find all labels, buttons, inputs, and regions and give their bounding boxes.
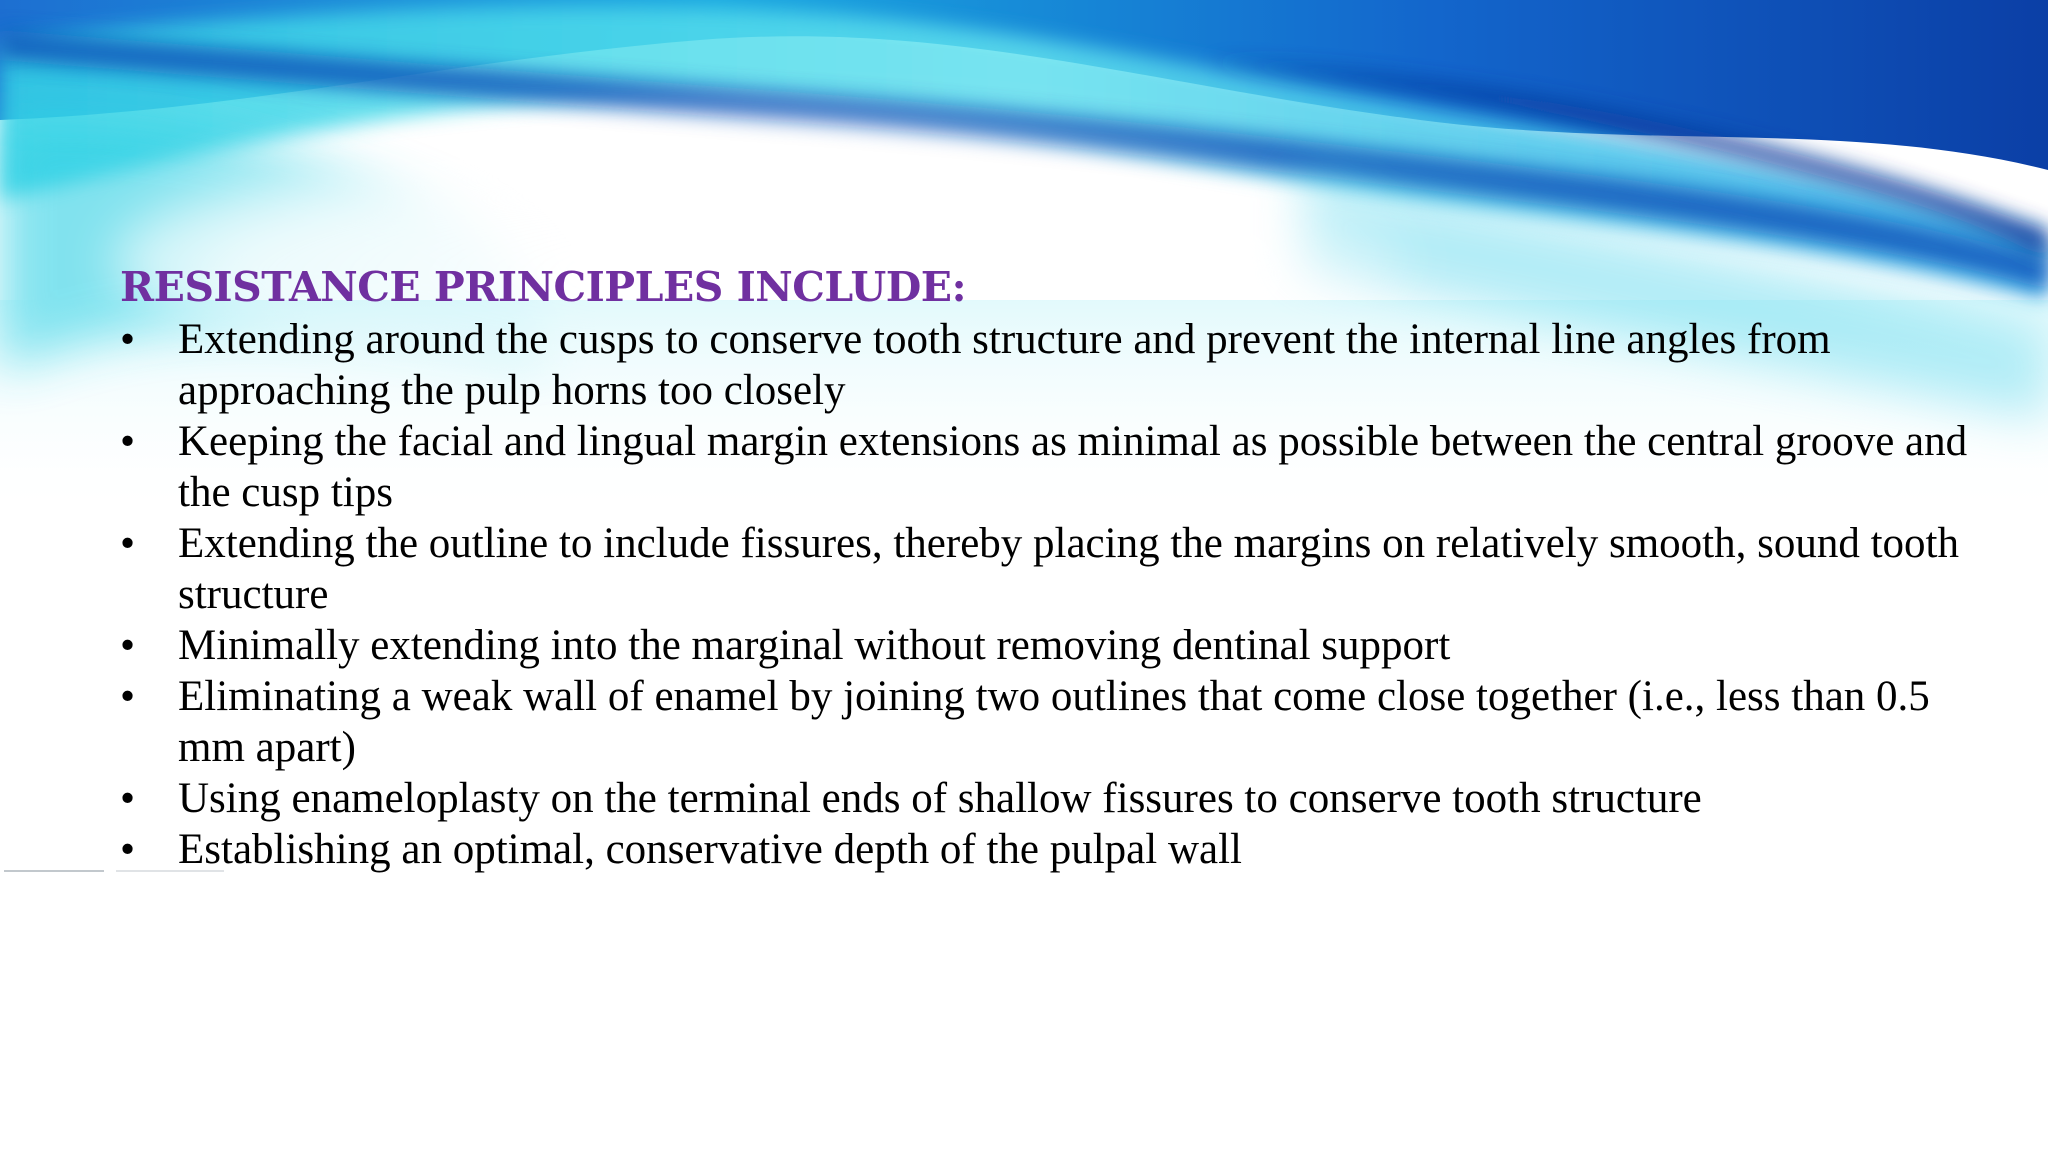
bullet-item bbox=[120, 671, 2000, 773]
faint-footer-mark bbox=[4, 868, 224, 874]
bullet-icon: • bbox=[120, 622, 136, 669]
bullet-item bbox=[120, 620, 2000, 671]
slide-content bbox=[120, 262, 2000, 875]
bullet-item bbox=[120, 824, 2000, 875]
bullet-text: Eliminating a weak wall of enamel by joining two outlines that come close together (i.e., less than 0.5 mm apart) bbox=[178, 673, 1930, 771]
bullet-icon: • bbox=[120, 826, 136, 873]
bullet-text: Using enameloplasty on the terminal ends of shallow fissures to conserve tooth structure bbox=[178, 775, 1702, 822]
bullet-item bbox=[120, 518, 2000, 620]
bullet-icon: • bbox=[120, 520, 136, 567]
bullet-text: Keeping the facial and lingual margin extensions as minimal as possible between the central groove and the cusp tips bbox=[178, 418, 1968, 516]
bullet-text: Extending the outline to include fissures, thereby placing the margins on relatively smooth, sound tooth structure bbox=[178, 520, 1959, 618]
bullet-text: Establishing an optimal, conservative depth of the pulpal wall bbox=[178, 826, 1242, 873]
bullet-item bbox=[120, 416, 2000, 518]
bullet-list bbox=[120, 314, 2000, 875]
bullet-text: Extending around the cusps to conserve tooth structure and prevent the internal line angles from approaching the pulp horns too closely bbox=[178, 316, 1831, 414]
bullet-text: Minimally extending into the marginal without removing dentinal support bbox=[178, 622, 1451, 669]
bullet-icon: • bbox=[120, 673, 136, 720]
bullet-item bbox=[120, 773, 2000, 824]
bullet-icon: • bbox=[120, 316, 136, 363]
bullet-icon: • bbox=[120, 775, 136, 822]
bullet-item bbox=[120, 314, 2000, 416]
slide-heading: RESISTANCE PRINCIPLES INCLUDE: bbox=[120, 263, 967, 311]
bullet-icon: • bbox=[120, 418, 136, 465]
